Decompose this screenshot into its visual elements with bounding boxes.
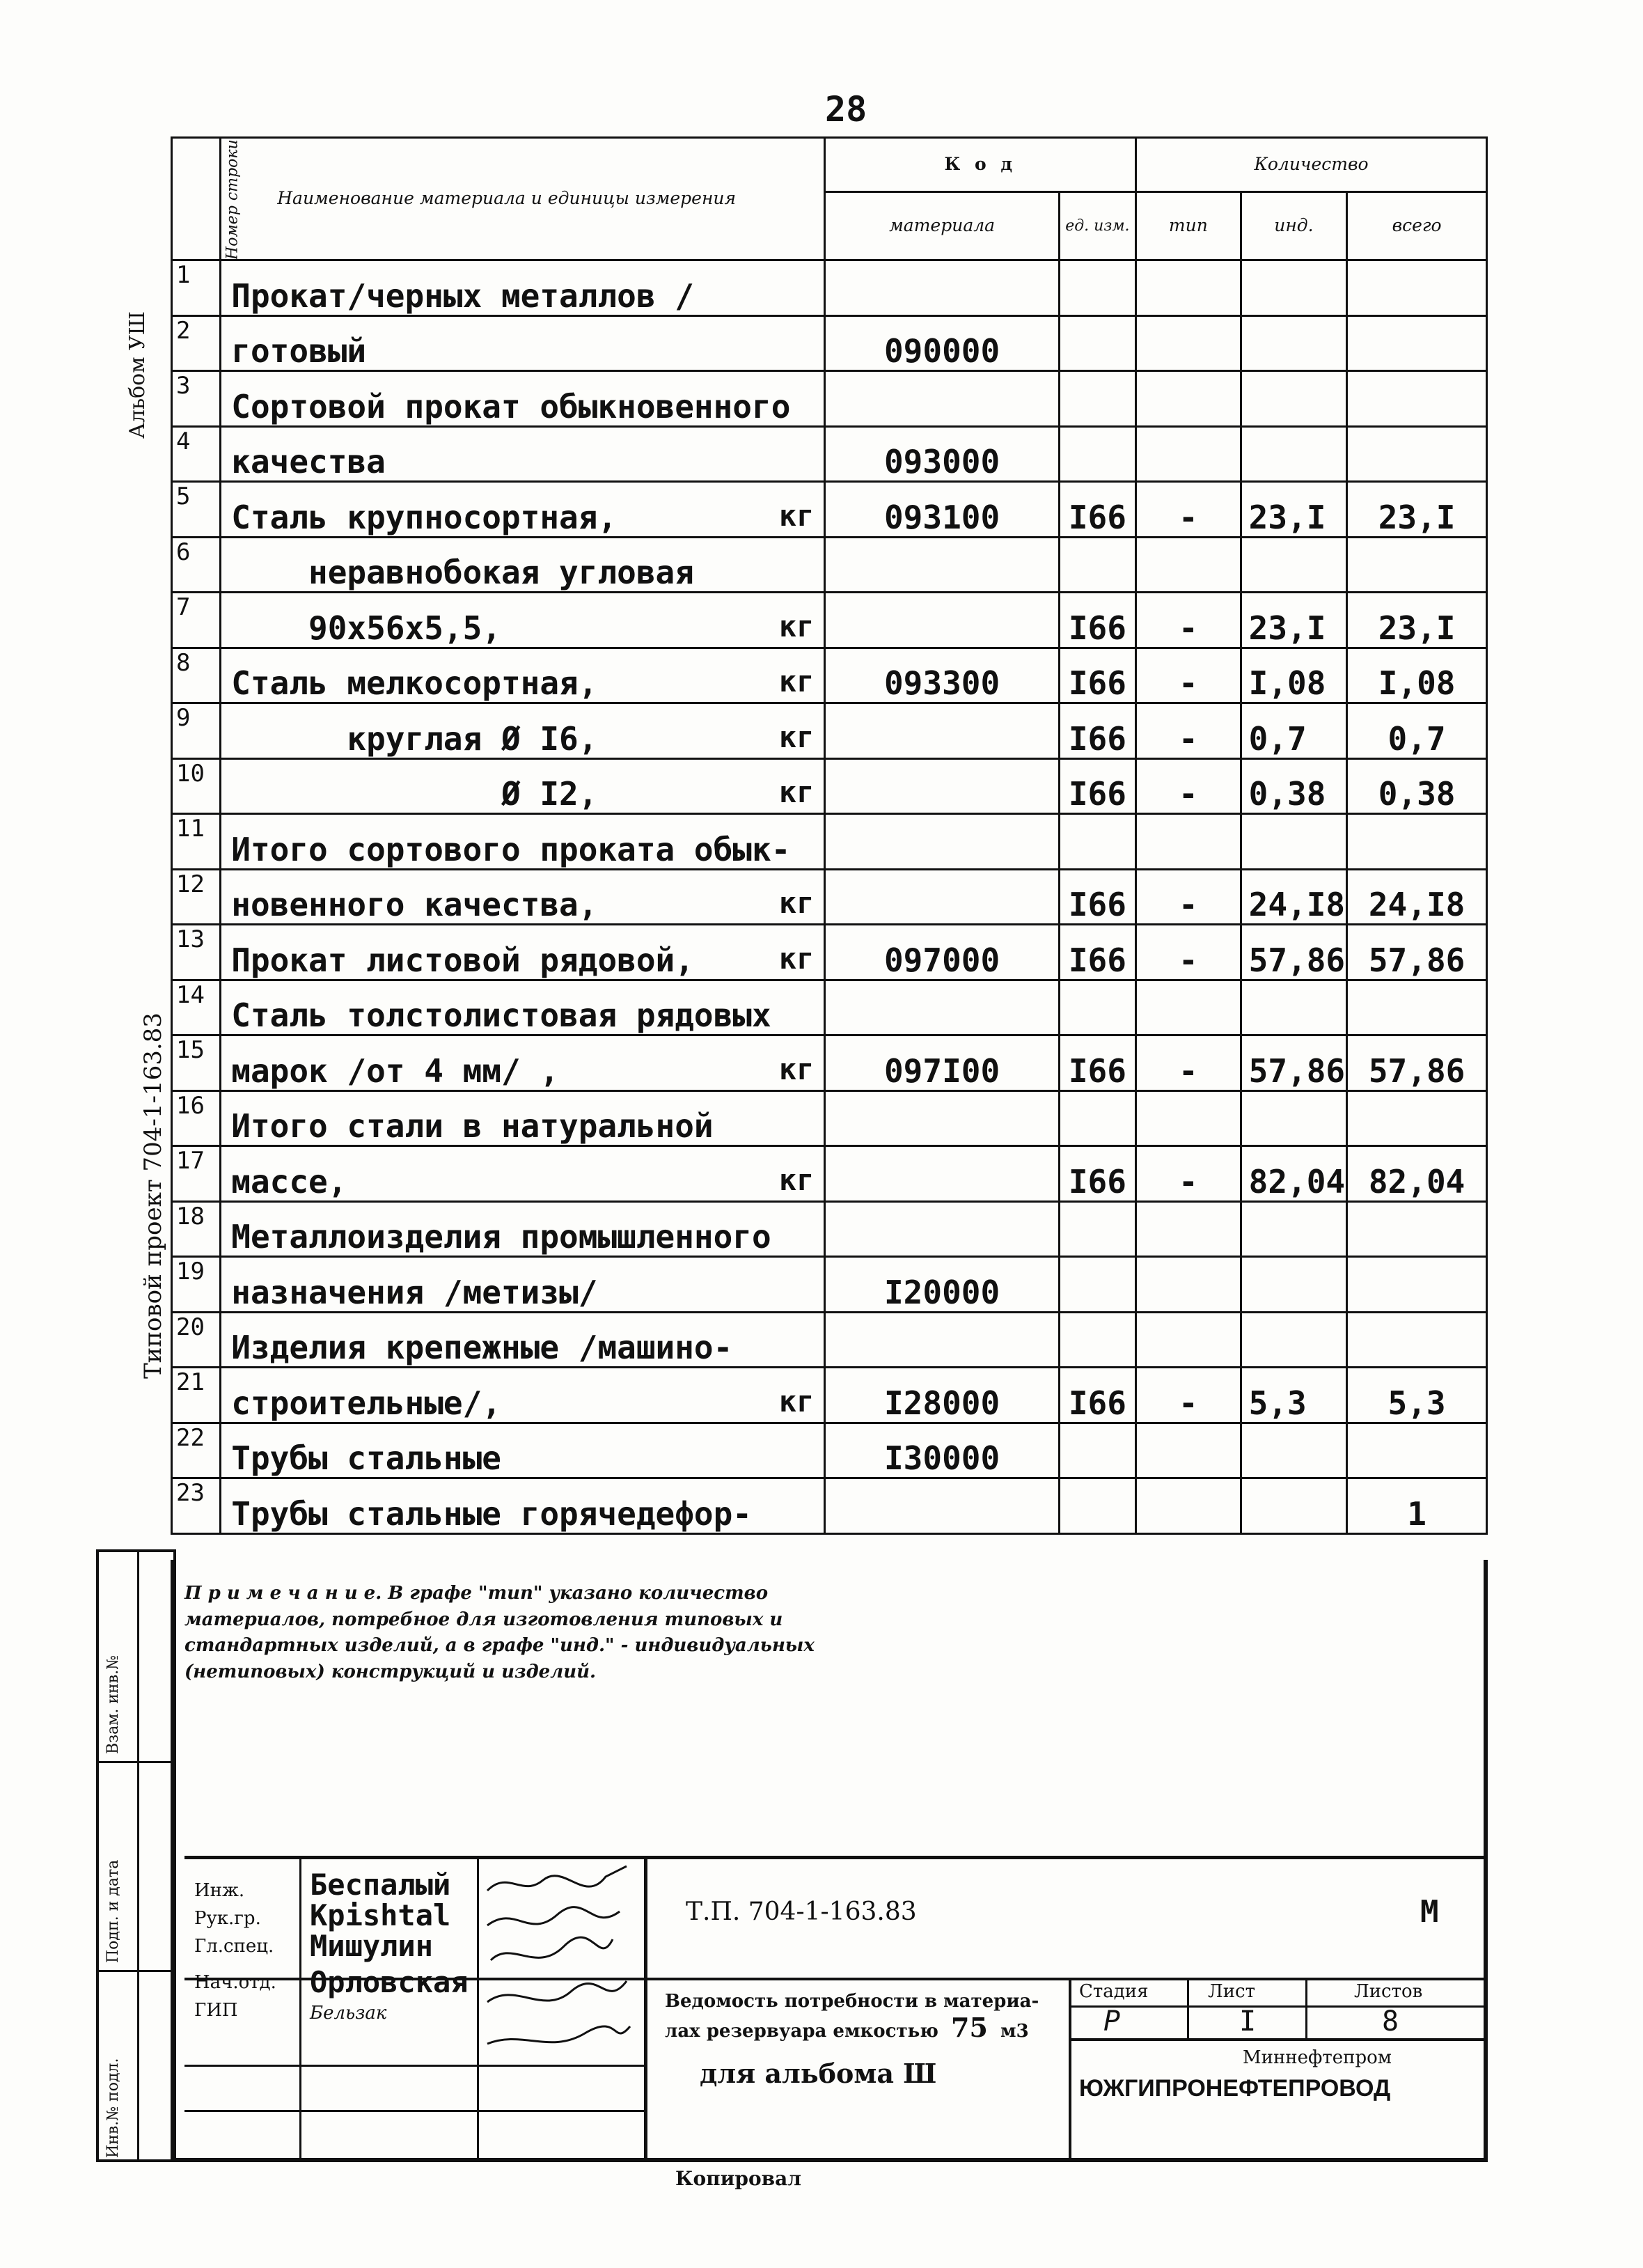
material-code: I20000 [825,1257,1059,1313]
organization: ЮЖГИПРОНЕФТЕПРОВОД [1079,2075,1391,2102]
material-code [825,1090,1059,1146]
qty-total [1347,1423,1487,1478]
unit-code: I66 [1059,482,1135,538]
row-number: 14 [172,980,221,1035]
qty-total: 0,7 [1347,703,1487,759]
material-name-text: качества [231,443,386,480]
table-row [172,593,1487,648]
page-number: 28 [825,89,867,130]
header-q-typical: тип [1136,192,1241,260]
qty-individual [1241,1090,1347,1146]
material-name-text: марок /от 4 мм/ , [231,1051,560,1090]
material-code: 097000 [825,925,1059,980]
role-list: Инж. Рук.гр. Гл.спец. Нач.отд. ГИП [194,1880,276,2021]
row-number: 19 [172,1257,221,1313]
qty-total: 82,04 [1347,1146,1487,1202]
qty-individual: 5,3 [1241,1368,1347,1423]
material-code: I28000 [825,1368,1059,1423]
table-row [172,980,1487,1035]
material-code [825,758,1059,814]
doc-description: Ведомость потребности в материа- лах резервуара емкостью 75 м3 [665,1991,1039,2043]
qty-individual: I,08 [1241,648,1347,703]
qty-total [1347,315,1487,371]
material-code [825,1146,1059,1202]
qty-individual [1241,537,1347,593]
unit-code: I66 [1059,1368,1135,1423]
material-code: 093100 [825,482,1059,538]
unit-code: I66 [1059,648,1135,703]
material-name-text: Ø I2, [231,775,598,813]
material-name [221,593,825,648]
unit-code [1059,980,1135,1035]
qty-typical [1136,315,1241,371]
header-name: Наименование материала и единицы измерения [221,138,825,260]
unit-code: I66 [1059,869,1135,925]
material-name-text: Прокат/черных металлов / [231,276,694,315]
qty-total [1347,1257,1487,1313]
table-row [172,648,1487,703]
qty-individual: 23,I [1241,482,1347,538]
material-name-text: Итого сортового проката обык- [231,830,791,868]
qty-individual [1241,260,1347,316]
qty-individual: 57,86 [1241,925,1347,980]
material-code: 093300 [825,648,1059,703]
material-name [221,426,825,482]
qty-total: 5,3 [1347,1368,1487,1423]
qty-typical: - [1136,1146,1241,1202]
row-number: 18 [172,1201,221,1257]
material-name [221,1090,825,1146]
unit-code [1059,537,1135,593]
unit-label: кг [778,498,815,533]
qty-total [1347,980,1487,1035]
unit-code [1059,1201,1135,1257]
qty-individual: 0,38 [1241,758,1347,814]
album-line: для альбома Ш [700,2058,937,2089]
unit-label: кг [778,941,815,976]
qty-individual: 23,I [1241,593,1347,648]
material-code [825,1312,1059,1368]
qty-total [1347,1312,1487,1368]
table-row [172,537,1487,593]
material-name [221,925,825,980]
qty-typical [1136,426,1241,482]
table-row [172,1257,1487,1313]
table-row [172,260,1487,316]
qty-typical: - [1136,482,1241,538]
material-name [221,1423,825,1478]
header-code-material: материала [825,192,1059,260]
header-code: К о д [825,138,1136,192]
material-name [221,869,825,925]
header-quantity: Количество [1136,138,1487,192]
material-name [221,315,825,371]
qty-total: 57,86 [1347,1035,1487,1091]
table-row [172,1090,1487,1146]
material-name [221,1257,825,1313]
material-name [221,1312,825,1368]
material-name [221,758,825,814]
material-code [825,1201,1059,1257]
material-name-text: Трубы стальные горячедефор- [231,1494,752,1533]
row-number: 5 [172,482,221,538]
qty-individual [1241,1257,1347,1313]
qty-typical [1136,980,1241,1035]
unit-label: кг [778,719,815,754]
material-name [221,482,825,538]
qty-typical [1136,371,1241,427]
signatures [480,1863,640,2072]
doc-code: Т.П. 704-1-163.83 [686,1898,917,1926]
material-name [221,537,825,593]
qty-total: 23,I [1347,593,1487,648]
unit-label: кг [778,886,815,920]
qty-individual [1241,1312,1347,1368]
table-row [172,1146,1487,1202]
material-name-text: Сталь толстолистовая рядовых [231,996,771,1034]
table-row [172,426,1487,482]
sheet-marker: М [1420,1894,1439,1930]
qty-individual: 82,04 [1241,1146,1347,1202]
stage-label: Стадия [1079,1981,1149,2002]
material-name-text: строительные/, [231,1384,501,1422]
row-number: 10 [172,758,221,814]
unit-code [1059,1257,1135,1313]
qty-typical [1136,1257,1241,1313]
qty-total [1347,1201,1487,1257]
qty-individual [1241,1478,1347,1534]
row-number: 6 [172,537,221,593]
ministry: Миннефтепром [1243,2047,1392,2068]
stamp-col-1: Взам. инв.№ [104,1655,122,1754]
unit-label: кг [778,1162,815,1197]
row-number: 20 [172,1312,221,1368]
table-row [172,1201,1487,1257]
signatory-list: Беспалый Крishtal Мишулин Орловская Бельзак [310,1868,469,2024]
qty-individual: 0,7 [1241,703,1347,759]
table-row [172,703,1487,759]
material-code: 093000 [825,426,1059,482]
row-number: 17 [172,1146,221,1202]
row-number: 13 [172,925,221,980]
unit-code [1059,1423,1135,1478]
qty-typical: - [1136,869,1241,925]
material-name [221,260,825,316]
qty-typical: - [1136,703,1241,759]
material-name [221,648,825,703]
qty-typical [1136,260,1241,316]
table-row [172,315,1487,371]
qty-typical [1136,1423,1241,1478]
qty-individual [1241,315,1347,371]
material-name-text: неравнобокая угловая [231,554,694,591]
qty-typical: - [1136,758,1241,814]
qty-individual [1241,980,1347,1035]
table-row [172,1035,1487,1091]
material-name-text: назначения /метизы/ [231,1273,598,1311]
unit-code [1059,315,1135,371]
qty-total: 24,I8 [1347,869,1487,925]
unit-code [1059,426,1135,482]
qty-individual: 24,I8 [1241,869,1347,925]
material-name [221,1478,825,1534]
material-code: I30000 [825,1423,1059,1478]
stamp-col-3: Инв.№ подл. [104,2058,122,2158]
qty-total [1347,426,1487,482]
material-name-text: Итого стали в натуральной [231,1107,714,1145]
qty-typical: - [1136,593,1241,648]
unit-code: I66 [1059,703,1135,759]
unit-code [1059,371,1135,427]
row-number: 21 [172,1368,221,1423]
material-code [825,814,1059,870]
material-name [221,703,825,759]
material-name [221,1035,825,1091]
unit-code [1059,260,1135,316]
qty-individual [1241,814,1347,870]
unit-code [1059,1478,1135,1534]
side-stamp [96,1549,176,2162]
unit-code: I66 [1059,1146,1135,1202]
row-number: 15 [172,1035,221,1091]
unit-label: кг [778,1384,815,1418]
stage-value: Р [1103,2005,1121,2038]
row-number: 11 [172,814,221,870]
row-number: 16 [172,1090,221,1146]
qty-total [1347,814,1487,870]
qty-total [1347,1090,1487,1146]
unit-code: I66 [1059,593,1135,648]
table-row [172,925,1487,980]
sheet-label: Лист [1208,1981,1255,2002]
materials-table [171,136,1488,1535]
unit-code [1059,814,1135,870]
qty-typical: - [1136,648,1241,703]
qty-individual [1241,426,1347,482]
row-number: 1 [172,260,221,316]
material-name-text: Сталь мелкосортная, [231,664,598,702]
album-label: Альбом УШ [125,311,150,439]
row-number: 8 [172,648,221,703]
row-number: 2 [172,315,221,371]
row-number: 4 [172,426,221,482]
table-row [172,814,1487,870]
material-name-text: новенного качества, [231,886,598,923]
material-name [221,1368,825,1423]
sheet-value: I [1239,2005,1257,2038]
unit-code: I66 [1059,1035,1135,1091]
table-row [172,869,1487,925]
unit-code [1059,1312,1135,1368]
sheets-label: Листов [1354,1981,1423,2002]
material-code [825,703,1059,759]
header-q-individual: инд. [1241,192,1347,260]
row-number: 9 [172,703,221,759]
table-row [172,1312,1487,1368]
qty-typical [1136,1312,1241,1368]
material-name-text: 90х56х5,5, [231,609,501,647]
material-name [221,814,825,870]
material-name [221,1146,825,1202]
unit-label: кг [778,609,815,643]
material-code [825,260,1059,316]
unit-code: I66 [1059,758,1135,814]
row-number: 22 [172,1423,221,1478]
row-number: 3 [172,371,221,427]
qty-individual [1241,1201,1347,1257]
material-name-text: Металлоизделия промышленного [231,1218,771,1256]
material-code [825,869,1059,925]
material-code [825,1478,1059,1534]
stamp-col-2: Подп. и дата [104,1859,122,1963]
material-name-text: Изделия крепежные /машино- [231,1329,733,1366]
material-name [221,1201,825,1257]
qty-total: 1 [1347,1478,1487,1534]
qty-total [1347,537,1487,593]
material-name-text: Сортовой прокат обыкновенного [231,387,791,425]
material-name-text: Сталь крупносортная, [231,498,618,536]
material-code [825,371,1059,427]
unit-code [1059,1090,1135,1146]
material-code: 097I00 [825,1035,1059,1091]
row-number: 12 [172,869,221,925]
qty-total: 0,38 [1347,758,1487,814]
material-name [221,980,825,1035]
material-code [825,537,1059,593]
qty-individual [1241,1423,1347,1478]
qty-individual: 57,86 [1241,1035,1347,1091]
qty-typical: - [1136,1035,1241,1091]
material-code [825,593,1059,648]
qty-total [1347,371,1487,427]
header-code-unit: ед. изм. [1059,192,1135,260]
project-label: Типовой проект 704-1-163.83 [139,1012,167,1379]
qty-typical [1136,1478,1241,1534]
qty-total: 57,86 [1347,925,1487,980]
qty-typical [1136,1090,1241,1146]
material-code: 090000 [825,315,1059,371]
table-row [172,371,1487,427]
qty-total [1347,260,1487,316]
title-block [184,1856,1488,2162]
material-name-text: круглая Ø I6, [231,719,598,758]
material-name [221,371,825,427]
header-row-no: Номер строки [172,138,221,260]
unit-code: I66 [1059,925,1135,980]
qty-typical [1136,537,1241,593]
row-number: 23 [172,1478,221,1534]
qty-total: I,08 [1347,648,1487,703]
unit-label: кг [778,775,815,809]
qty-total: 23,I [1347,482,1487,538]
material-name-text: Трубы стальные [231,1439,501,1477]
material-name-text: массе, [231,1162,347,1201]
unit-label: кг [778,1051,815,1086]
table-row [172,758,1487,814]
qty-typical: - [1136,925,1241,980]
table-row [172,1478,1487,1534]
unit-label: кг [778,664,815,698]
table-row [172,482,1487,538]
material-code [825,980,1059,1035]
qty-typical: - [1136,1368,1241,1423]
sheets-value: 8 [1382,2005,1399,2038]
note-text: П р и м е ч а н и е. В графе "тип" указано количество материалов, потребное для изготовления типовых и стандартных изделий, а в графе "инд." - индивидуальных (нетиповых) конструкций и изделий. [184,1583,815,1683]
header-q-total: всего [1347,192,1487,260]
table-row [172,1423,1487,1478]
footer-copied: Копировал [675,2167,802,2190]
row-number: 7 [172,593,221,648]
table-row [172,1368,1487,1423]
material-name-text: Прокат листовой рядовой, [231,941,694,979]
qty-typical [1136,814,1241,870]
qty-typical [1136,1201,1241,1257]
material-name-text: готовый [231,332,367,370]
qty-individual [1241,371,1347,427]
